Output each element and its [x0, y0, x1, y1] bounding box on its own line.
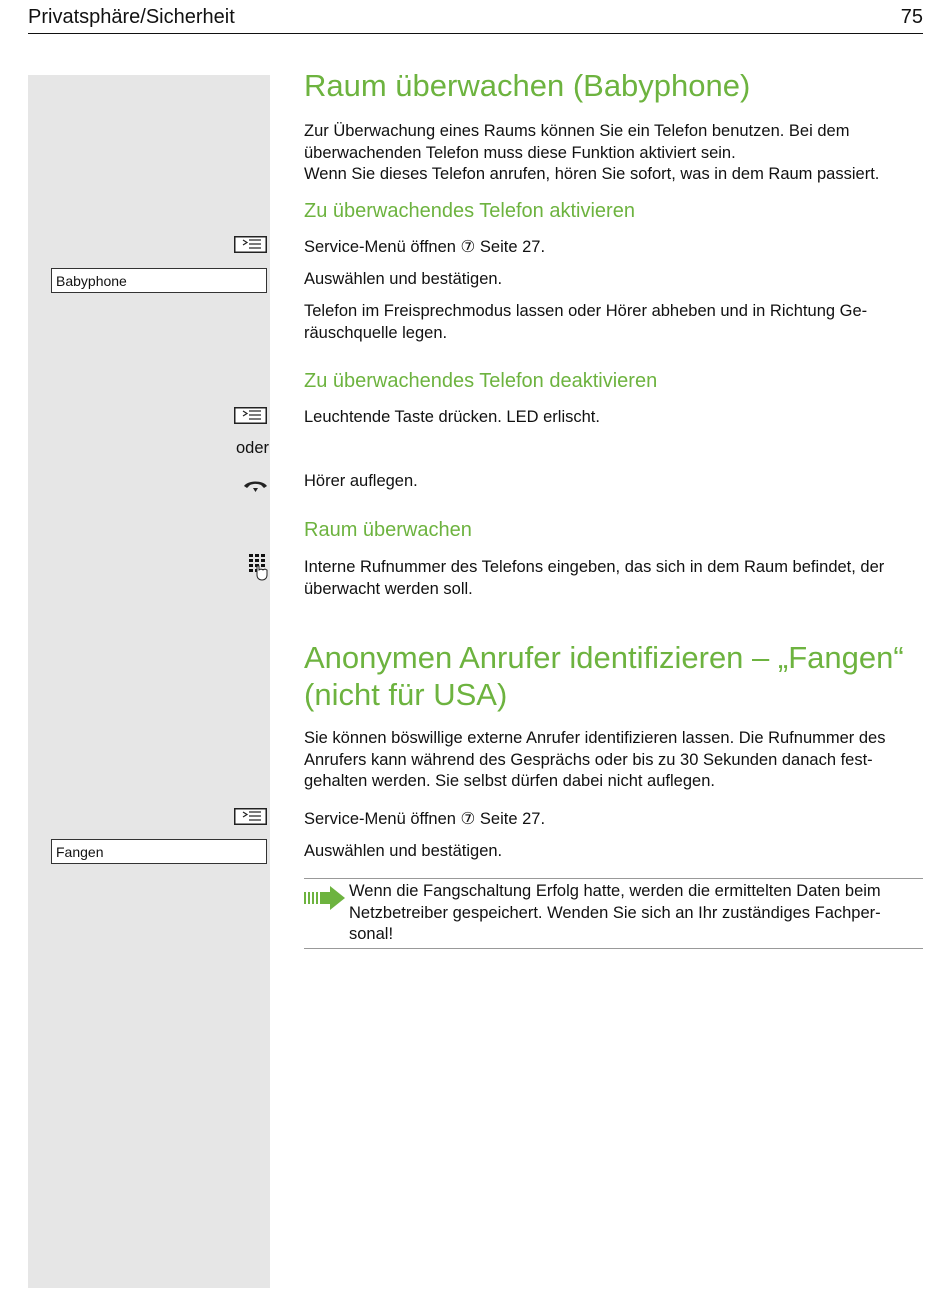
- step-handsfree: [304, 301, 926, 344]
- intro-line: Sie können böswillige externe Anrufer identifizieren lassen. Die Rufnummer des: [304, 729, 886, 747]
- note-rule-top: [304, 878, 923, 879]
- intro-line: Wenn Sie dieses Telefon anrufen, hören Sie sofort, was in dem Raum passiert.: [304, 165, 880, 183]
- note-arrow-icon: [304, 886, 346, 910]
- intro-line: Zur Überwachung eines Raums können Sie ein Telefon benutzen. Bei dem: [304, 122, 850, 140]
- sidebar-column: [28, 75, 270, 1288]
- text-line: räuschquelle legen.: [304, 323, 448, 342]
- step-open-service-menu: Service-Menü öffnen ⑦ Seite 27.: [304, 810, 546, 828]
- text-line: Wenn die Fangschaltung Erfolg hatte, werden die ermittelten Daten beim: [349, 882, 881, 900]
- keypad-icon: [248, 553, 270, 581]
- or-label: oder: [235, 439, 269, 457]
- title-line: (nicht für USA): [304, 677, 508, 712]
- intro-line: Anrufers kann während des Gesprächs oder bis zu 30 Sekunden danach fest-: [304, 750, 873, 769]
- text-line: sonal!: [349, 925, 394, 943]
- intro-paragraph: [304, 121, 926, 186]
- text-line: überwacht werden soll.: [304, 579, 473, 598]
- subheading-monitor-room: Raum überwachen: [304, 519, 472, 541]
- step-select-confirm: Auswählen und bestätigen.: [304, 270, 503, 288]
- running-header-title: Privatsphäre/Sicherheit: [28, 6, 235, 28]
- text-line: Telefon im Freisprechmodus lassen oder Hörer abheben und in Richtung Ge-: [304, 302, 868, 320]
- intro-line: gehalten werden. Sie selbst dürfen dabei nicht auflegen.: [304, 772, 715, 790]
- intro-paragraph: [304, 728, 926, 793]
- page-number: 75: [900, 6, 923, 28]
- menu-item-babyphone[interactable]: Babyphone: [51, 268, 267, 293]
- subheading-deactivate: Zu überwachendes Telefon deaktivieren: [304, 370, 658, 392]
- note-rule-bottom: [304, 948, 923, 949]
- service-menu-key-icon: [234, 808, 267, 825]
- step-press-lit-key: Leuchtende Taste drücken. LED erlischt.: [304, 408, 600, 426]
- step-open-service-menu: Service-Menü öffnen ⑦ Seite 27.: [304, 238, 546, 256]
- text-line: Interne Rufnummer des Telefons eingeben, das sich in dem Raum befindet, der: [304, 558, 885, 576]
- section-title-babyphone: Raum überwachen (Babyphone): [304, 68, 751, 103]
- text-line: Netzbetreiber gespeichert. Wenden Sie sich an Ihr zuständiges Fachper-: [349, 903, 881, 922]
- service-menu-key-icon: [234, 407, 267, 424]
- step-select-confirm: Auswählen und bestätigen.: [304, 842, 503, 860]
- step-enter-number: [304, 557, 926, 600]
- subheading-activate: Zu überwachendes Telefon aktivieren: [304, 200, 635, 222]
- note-text: [349, 881, 927, 946]
- handset-hangup-icon: [242, 478, 269, 494]
- menu-item-fangen[interactable]: Fangen: [51, 839, 267, 864]
- intro-line: überwachenden Telefon muss diese Funktion aktiviert sein.: [304, 143, 736, 162]
- service-menu-key-icon: [234, 236, 267, 253]
- section-title-anonymous-caller: [304, 639, 934, 713]
- header-rule: [28, 33, 923, 34]
- step-hang-up: Hörer auflegen.: [304, 472, 418, 490]
- title-line: Anonymen Anrufer identifizieren – „Fangen“: [304, 640, 904, 675]
